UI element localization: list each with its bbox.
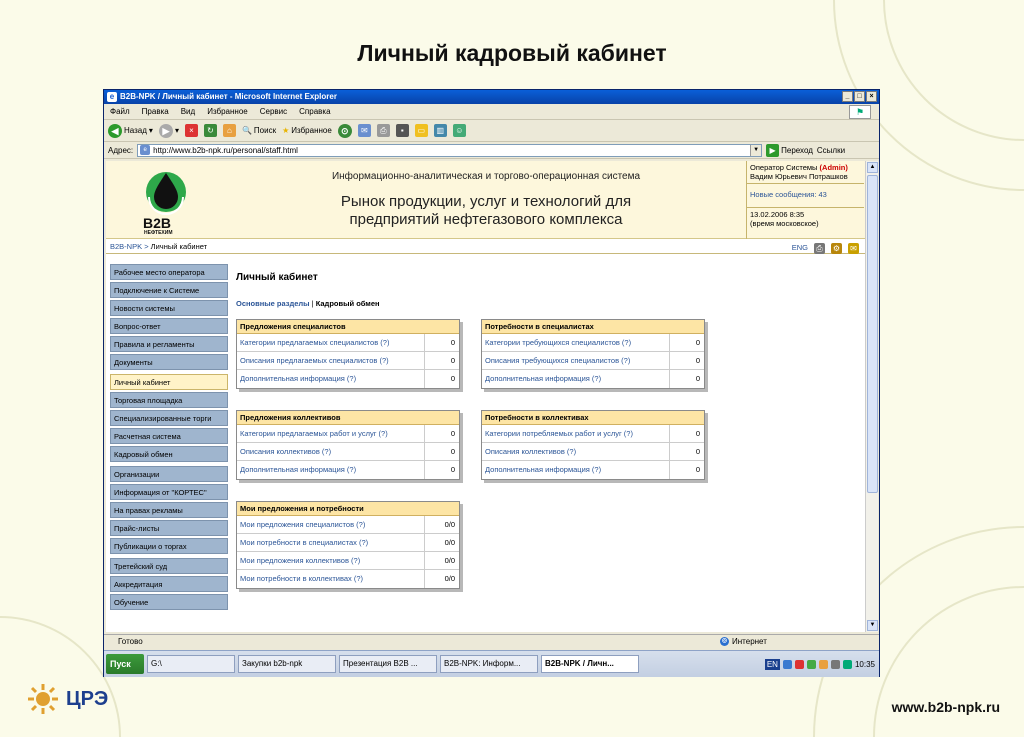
footer-url: www.b2b-npk.ru (891, 699, 1000, 715)
slogan-big (286, 193, 686, 229)
row-link[interactable]: Категории предлагаемых специалистов (?) (237, 334, 425, 351)
sidebar-item-payments[interactable]: Расчетная система (110, 428, 228, 444)
slogan-line-2: предприятий нефтегазового комплекса (349, 211, 623, 228)
user-name: Вадим Юрьевич Потрашков (750, 172, 848, 181)
box-my-offers-needs (236, 501, 460, 589)
main-sections-link[interactable]: Основные разделы (236, 299, 310, 308)
new-messages-link[interactable]: Новые сообщения: 43 (750, 190, 827, 199)
row-link[interactable]: Категории потребляемых работ и услуг (?) (482, 425, 670, 442)
table-row (237, 370, 459, 388)
browser-window (103, 89, 880, 677)
window-titlebar[interactable] (104, 90, 879, 104)
row-link[interactable]: Мои потребности в специалистах (?) (237, 534, 425, 551)
home-icon[interactable]: ⌂ (223, 124, 236, 137)
row-link[interactable]: Категории требующихся специалистов (?) (482, 334, 670, 351)
user-panel (746, 161, 864, 239)
breadcrumb-current: Личный кабинет (150, 242, 208, 251)
section-path: Основные разделы | Кадровый обмен (236, 299, 380, 308)
cre-sun-icon (26, 682, 60, 716)
box-title: Мои предложения и потребности (237, 502, 459, 516)
slogan-line-1: Рынок продукции, услуг и технологий для (340, 193, 632, 210)
datetime-cell (747, 208, 864, 230)
sidebar-item-operator[interactable]: Рабочее место оператора (110, 264, 228, 280)
row-link[interactable]: Дополнительная информация (?) (482, 370, 670, 388)
table-row (482, 425, 704, 443)
sidebar (110, 264, 228, 612)
sidebar-item-publications[interactable]: Публикации о торгах (110, 538, 228, 554)
status-bar (104, 634, 879, 648)
menu-help[interactable]: Справка (299, 107, 331, 116)
table-row (482, 352, 704, 370)
row-count: 0 (450, 356, 455, 365)
logo-text: B2B (143, 215, 172, 231)
globe-icon: ◎ (721, 638, 728, 644)
messenger-icon[interactable]: ☺ (453, 124, 466, 137)
back-label: Назад (124, 126, 147, 135)
scroll-up-icon[interactable]: ▲ (867, 162, 878, 173)
research-icon[interactable]: ▥ (434, 124, 447, 137)
table-row (237, 443, 459, 461)
windows-flag-icon: ⚑ (849, 105, 871, 119)
table-row (237, 552, 459, 570)
mail-icon[interactable]: ✉ (358, 124, 371, 137)
menu-favorites[interactable]: Избранное (207, 107, 248, 116)
menu-tools[interactable]: Сервис (259, 107, 288, 116)
mail-page-icon[interactable]: ✉ (848, 243, 859, 254)
favorites-label: Избранное (291, 126, 332, 135)
search-button[interactable] (242, 126, 276, 135)
task-info-window[interactable]: B2B-NPK: Информ... (440, 655, 538, 673)
table-row (237, 570, 459, 588)
slogan-small: Информационно-аналитическая и торгово-операционная система (331, 171, 641, 182)
row-link[interactable]: Дополнительная информация (?) (482, 461, 670, 479)
row-link[interactable]: Мои предложения коллективов (?) (237, 552, 425, 569)
tray-antivirus-icon[interactable] (795, 660, 804, 669)
tray-security-icon[interactable] (807, 660, 816, 669)
sitemap-icon[interactable]: ⚙ (832, 243, 841, 253)
task-purchases[interactable]: Закупки b2b-npk (238, 655, 336, 673)
row-count: 0 (450, 374, 455, 383)
site-header (106, 161, 865, 239)
row-link[interactable]: Описания требующихся специалистов (?) (482, 352, 670, 369)
links-button[interactable]: Ссылки (816, 145, 846, 155)
zone-label: Интернет (732, 637, 767, 646)
print-page-icon[interactable]: ⎙ (814, 243, 825, 254)
search-icon: 🔍 (241, 126, 252, 135)
tray-volume-icon[interactable] (819, 660, 828, 669)
sidebar-item-kortes[interactable]: Информация от "КОРТЕС" (110, 484, 228, 500)
user-info (747, 161, 864, 184)
row-count: 0/0 (444, 556, 455, 565)
go-button[interactable] (766, 144, 813, 157)
current-section: Кадровый обмен (315, 299, 380, 308)
row-count: 0 (695, 465, 700, 474)
ie-icon: e (107, 92, 117, 102)
language-indicator[interactable]: EN (766, 659, 778, 669)
task-drive[interactable]: G:\ (147, 655, 235, 673)
media-icon[interactable]: ⊙ (338, 124, 352, 138)
page-icon: e (140, 145, 150, 155)
row-link[interactable]: Категории предлагаемых работ и услуг (?) (237, 425, 425, 442)
chevron-down-icon[interactable]: ▼ (750, 145, 761, 156)
messages-cell (747, 184, 864, 208)
start-button[interactable]: Пуск (106, 654, 144, 674)
operator-role: Оператор Системы (750, 163, 818, 172)
stop-icon[interactable]: × (185, 124, 198, 137)
table-row (482, 461, 704, 479)
sidebar-item-price-lists[interactable]: Прайс-листы (110, 520, 228, 536)
star-icon: ★ (282, 126, 290, 135)
table-row (237, 516, 459, 534)
sidebar-item-special-auctions[interactable]: Специализированные торги (110, 410, 228, 426)
breadcrumb: B2B-NPK > Личный кабинет ENG ⎙ ⚙ ✉ (106, 240, 865, 254)
slide-title: Личный кадровый кабинет (357, 40, 667, 66)
row-link[interactable]: Дополнительная информация (?) (237, 461, 425, 479)
window-title: B2B-NPK / Личный кабинет - Microsoft Internet Explorer (120, 92, 337, 101)
table-row (237, 352, 459, 370)
row-count: 0/0 (444, 574, 455, 583)
row-link[interactable]: Описания коллективов (?) (237, 443, 425, 460)
tray-network-icon[interactable] (783, 660, 792, 669)
go-label: Переход (781, 145, 813, 155)
sidebar-item-connection[interactable]: Подключение к Системе (110, 282, 228, 298)
vertical-scrollbar[interactable] (865, 161, 878, 632)
time-zone-note: (время московское) (750, 219, 819, 228)
table-row (237, 461, 459, 479)
print-icon[interactable]: ⎙ (377, 124, 390, 137)
box-team-offers (236, 410, 460, 480)
row-count: 0 (695, 356, 700, 365)
tray-update-icon[interactable] (843, 660, 852, 669)
logo-subtext: НЕФТЕХИМ (144, 230, 173, 236)
status-text: Готово (118, 637, 143, 646)
row-count: 0/0 (444, 538, 455, 547)
sidebar-item-trading[interactable]: Торговая площадка (110, 392, 228, 408)
row-count: 0 (695, 374, 700, 383)
folder-icon[interactable]: ▭ (415, 124, 428, 137)
forward-button[interactable]: ▶ ▾ (159, 124, 179, 138)
box-team-needs (481, 410, 705, 480)
clock: 10:35 (854, 659, 875, 669)
favorites-button[interactable] (282, 126, 332, 135)
edit-icon[interactable]: ▪ (396, 124, 409, 137)
row-link[interactable]: Дополнительная информация (?) (237, 370, 425, 388)
menu-file[interactable]: Файл (110, 107, 130, 116)
crumb-tools (792, 241, 859, 255)
sidebar-item-documents[interactable]: Документы (110, 354, 228, 370)
minimize-button[interactable]: _ (842, 91, 853, 102)
row-link[interactable]: Мои потребности в коллективах (?) (237, 570, 425, 588)
scroll-thumb[interactable] (867, 175, 878, 493)
search-label: Поиск (253, 126, 277, 135)
row-count: 0 (450, 338, 455, 347)
table-row (482, 443, 704, 461)
table-row (237, 425, 459, 443)
box-title: Предложения специалистов (237, 320, 459, 334)
box-specialist-needs (481, 319, 705, 389)
cre-logo-text: ЦРЭ (66, 687, 109, 710)
toolbar (104, 120, 879, 142)
address-label: Адрес: (108, 145, 134, 155)
row-count: 0 (695, 447, 700, 456)
back-button[interactable]: ◀ Назад ▾ (108, 124, 153, 138)
cre-logo (26, 682, 108, 716)
current-date: 13.02.2006 8:35 (750, 210, 805, 219)
maximize-button[interactable]: □ (854, 91, 865, 102)
row-count: 0 (450, 429, 455, 438)
row-count: 0/0 (444, 520, 455, 529)
box-title: Предложения коллективов (237, 411, 459, 425)
sidebar-item-accreditation[interactable]: Аккредитация (110, 576, 228, 592)
sidebar-item-organizations[interactable]: Организации (110, 466, 228, 482)
address-url: http://www.b2b-npk.ru/personal/staff.html (153, 145, 298, 155)
sidebar-item-news[interactable]: Новости системы (110, 300, 228, 316)
main-content (236, 264, 856, 583)
tray-device-icon[interactable] (831, 660, 840, 669)
address-input[interactable] (137, 144, 762, 157)
system-tray (765, 659, 879, 670)
address-bar (104, 142, 879, 159)
menu-view[interactable]: Вид (180, 107, 196, 116)
go-arrow-icon: ▶ (766, 144, 779, 157)
row-link[interactable]: Описания коллективов (?) (482, 443, 670, 460)
box-title: Потребности в специалистах (482, 320, 704, 334)
table-row (237, 334, 459, 352)
table-row (482, 370, 704, 388)
row-link[interactable]: Описания предлагаемых специалистов (?) (237, 352, 425, 369)
sidebar-item-rules[interactable]: Правила и регламенты (110, 336, 228, 352)
menu-edit[interactable]: Правка (141, 107, 169, 116)
refresh-icon[interactable]: ↻ (204, 124, 217, 137)
row-count: 0 (695, 429, 700, 438)
row-count: 0 (450, 447, 455, 456)
web-page (106, 161, 865, 632)
sidebar-item-cabinet[interactable]: Личный кабинет (110, 374, 228, 390)
box-specialist-offers (236, 319, 460, 389)
language-switch[interactable]: ENG (791, 243, 808, 252)
taskbar (104, 650, 879, 677)
admin-badge: (Admin) (819, 163, 848, 172)
sidebar-item-arbitration[interactable]: Третейский суд (110, 558, 228, 574)
zone-indicator (720, 635, 767, 648)
menu-bar (104, 104, 879, 120)
table-row (482, 334, 704, 352)
back-arrow-icon: ◀ (108, 124, 122, 138)
breadcrumb-root[interactable]: B2B-NPK (110, 242, 143, 251)
sidebar-item-faq[interactable]: Вопрос-ответ (110, 318, 228, 334)
box-title: Потребности в коллективах (482, 411, 704, 425)
task-cabinet-window[interactable]: B2B-NPK / Личн... (541, 655, 639, 673)
task-presentation[interactable]: Презентация B2B ... (339, 655, 437, 673)
scroll-down-icon[interactable]: ▼ (867, 620, 878, 631)
row-link[interactable]: Мои предложения специалистов (?) (237, 516, 425, 533)
sidebar-item-training[interactable]: Обучение (110, 594, 228, 610)
table-row (237, 534, 459, 552)
sidebar-item-staff-exchange[interactable]: Кадровый обмен (110, 446, 228, 462)
forward-arrow-icon: ▶ (159, 124, 173, 138)
sidebar-item-ads[interactable]: На правах рекламы (110, 502, 228, 518)
row-count: 0 (450, 465, 455, 474)
close-button[interactable]: × (866, 91, 877, 102)
row-count: 0 (695, 338, 700, 347)
page-title: Личный кабинет (236, 272, 318, 283)
